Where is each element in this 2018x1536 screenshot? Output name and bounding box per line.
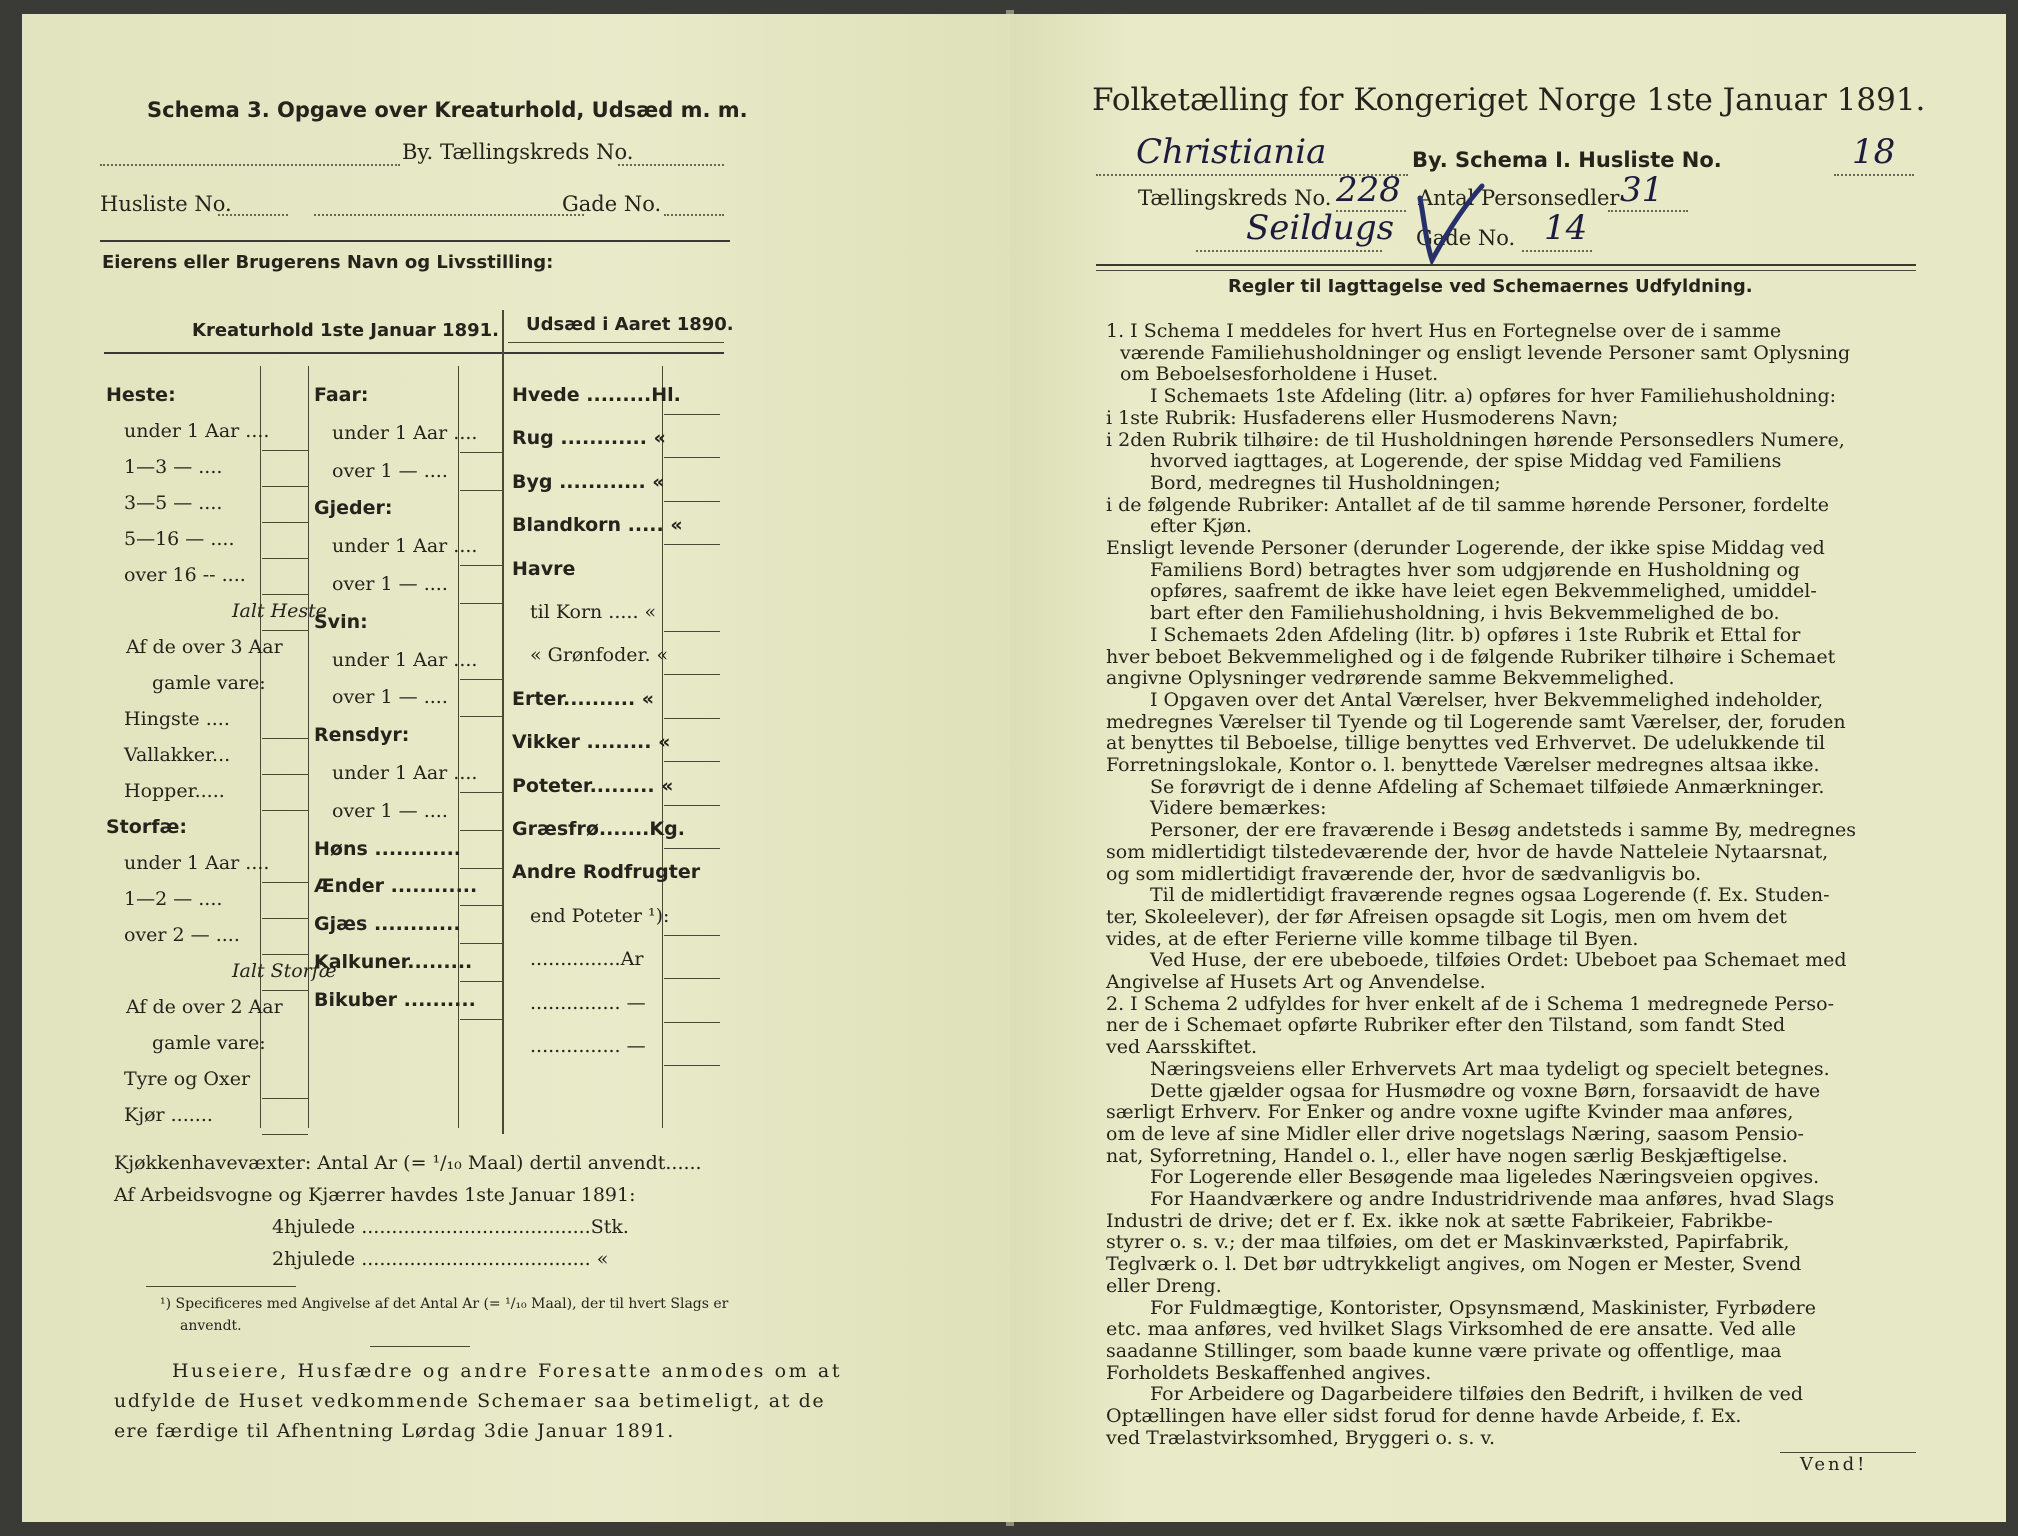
col3-entry-line-14	[664, 1022, 720, 1023]
rules-line: Dette gjælder ogsaa for Husmødre og voxne Børn, forsaavidt de have	[1150, 1079, 1821, 1102]
col1-row-15: over 2 — ....	[124, 924, 240, 946]
col3-entry-line-10	[664, 848, 720, 849]
col2-entry-line-15	[460, 981, 504, 982]
rules-line: Videre bemærkes:	[1150, 797, 1327, 820]
col2-row-0: Faar:	[314, 384, 369, 406]
col3-row-4: Havre	[512, 557, 576, 580]
rules-line: saadanne Stillinger, som baade kunne være private og offentlige, maa	[1106, 1339, 1782, 1362]
col2-row-6: Svin:	[314, 610, 368, 633]
col1-row-18: gamle vare:	[152, 1032, 266, 1054]
rules-line: og som midlertidigt fraværende der, hvor de sædvanligvis bo.	[1106, 862, 1702, 885]
rules-line: Bord, medregnes til Husholdningen;	[1150, 471, 1501, 494]
col2-row-9: Rensdyr:	[314, 724, 410, 747]
personsedler-handwritten: 31	[1620, 170, 1664, 210]
col1-row-9: Hingste ....	[124, 708, 230, 730]
rules-line: i de følgende Rubriker: Antallet af de til samme hørende Personer, fordelte	[1106, 493, 1830, 516]
col1-entry-line-3	[262, 522, 308, 523]
closing-line2: udfylde de Huset vedkommende Schemaer saa betimeligt, at de	[114, 1390, 826, 1412]
col1-entry-line-4	[262, 558, 308, 559]
section-divider	[502, 310, 504, 1134]
rules-line: Forretningslokale, Kontor o. l. benyttede Værelser medregnes altsaa ikke.	[1106, 754, 1820, 776]
col2-entry-line-4	[460, 565, 504, 566]
by-blank	[100, 164, 400, 166]
col3-row-11: Andre Rodfrugter	[512, 861, 701, 884]
gade-street-blank	[314, 214, 584, 216]
fourwheel-line: 4hjulede ......................................Stk.	[272, 1216, 629, 1238]
schema3-title: Schema 3. Opgave over Kreaturhold, Udsæd m. m.	[147, 98, 748, 122]
col3-row-6: « Grønfoder. «	[530, 644, 669, 667]
rules-line: 1. I Schema I meddeles for hvert Hus en Fortegnelse over de i samme	[1106, 320, 1782, 342]
rules-line: at benyttes til Beboelse, tillige benyttes ved Erhvervet. De udelukkende til	[1106, 732, 1826, 755]
col2-row-12: Høns ............	[314, 837, 462, 860]
col3-row-10: Græsfrø.......Kg.	[512, 818, 685, 840]
col3-row-12: end Poteter ¹):	[530, 904, 670, 927]
col3-row-0: Hvede .........Hl.	[512, 384, 681, 406]
udsaed-header: Udsæd i Aaret 1890.	[526, 314, 734, 335]
header-rule-bottom	[1096, 270, 1916, 271]
gade-label: Gade No.	[1416, 226, 1516, 250]
col2-row-11: over 1 — ....	[332, 799, 448, 822]
rules-line: Teglværk o. l. Det bør udtrykkeligt angives, om Nogen er Mester, Svend	[1106, 1253, 1802, 1276]
rules-title: Regler til Iagttagelse ved Schemaernes Udfyldning.	[1228, 276, 1753, 297]
footnote-line1: ¹) Specificeres med Angivelse af det Antal Ar (= ¹/₁₀ Maal), der til hvert Slags er	[160, 1296, 729, 1312]
col1-entry-line-1	[262, 450, 308, 451]
col3-entry-line-6	[664, 674, 720, 675]
col2-row-10: under 1 Aar ....	[332, 762, 478, 784]
kreds-label: Tællingskreds No.	[440, 140, 634, 164]
gade-blank	[1522, 250, 1592, 252]
gade-handwritten: 14	[1544, 208, 1588, 248]
col2-entry-line-1	[460, 452, 504, 453]
rules-line: ved Aarsskiftet.	[1106, 1036, 1257, 1059]
rules-line: For Haandværkere og andre Industridrivende maa anføres, hvad Slags	[1150, 1188, 1835, 1210]
col2-row-5: over 1 — ....	[332, 573, 448, 595]
col2-entry-line-13	[460, 905, 504, 906]
col1-row-5: over 16 -- ....	[124, 564, 246, 586]
rules-line: om de leve af sine Midler eller drive nogetslags Næring, saasom Pensio-	[1106, 1122, 1804, 1145]
rules-line: hver beboet Bekvemmelighed og i de følgende Rubriker tilhøire i Schemaet	[1106, 645, 1836, 668]
footnote-rule	[146, 1286, 296, 1287]
kreaturhold-header: Kreaturhold 1ste Januar 1891.	[192, 320, 499, 341]
rules-line: I Schemaets 1ste Afdeling (litr. a) opføres for hver Familiehusholdning:	[1150, 385, 1837, 408]
col1-entry-line-15	[262, 954, 308, 955]
rules-line: Personer, der ere fraværende i Besøg andetsteds i samme By, medregnes	[1150, 819, 1856, 842]
kreds-handwritten: 228	[1336, 170, 1401, 210]
col1-row-0: Heste:	[106, 384, 176, 406]
col1-row-7: Af de over 3 Aar	[126, 636, 283, 658]
rules-line: Forholdets Beskaffenhed angives.	[1106, 1361, 1432, 1384]
col1-row-13: under 1 Aar ....	[124, 852, 270, 874]
col2-entry-line-10	[460, 792, 504, 793]
rules-line: medregnes Værelser til Tyende og til Logerende samt Værelser, der, foruden	[1106, 710, 1846, 733]
col2-entry-line-8	[460, 716, 504, 717]
rules-line: etc. maa anføres, ved hvilket Slags Virksomhed de ere ansatte. Ved alle	[1106, 1318, 1797, 1341]
rules-line: I Schemaets 2den Afdeling (litr. b) opføres i 1ste Rubrik et Ettal for	[1150, 623, 1801, 646]
col2-entry-line-11	[460, 830, 504, 831]
twowheel-line: 2hjulede ...................................... «	[272, 1248, 609, 1270]
closing-line3: ere færdige til Afhentning Lørdag 3die Januar 1891.	[114, 1420, 675, 1442]
closing-line1: Huseiere, Husfædre og andre Foresatte anmodes om at	[172, 1360, 843, 1382]
rules-line: efter Kjøn.	[1150, 515, 1253, 538]
col3-row-2: Byg ............ «	[512, 470, 665, 493]
col2-entry-line-12	[460, 868, 504, 869]
street-handwritten: Seildugs	[1246, 208, 1395, 248]
col3-row-14: ............... —	[530, 991, 646, 1014]
rules-line: nat, Syforretning, Handel o. l., eller have nogen særlig Beskjæftigelse.	[1106, 1144, 1788, 1167]
col1-row-17: Af de over 2 Aar	[126, 996, 283, 1018]
rules-line: Optællingen have eller sidst forud for denne havde Arbeide, f. Ex.	[1106, 1405, 1742, 1427]
col1-row-10: Vallakker...	[124, 744, 231, 766]
vend-rule	[1780, 1452, 1916, 1453]
arbeidsvogne-line: Af Arbeidsvogne og Kjærrer havdes 1ste Januar 1891:	[114, 1184, 636, 1206]
col1-entry-line-2	[262, 486, 308, 487]
col2-entry-line-14	[460, 943, 504, 944]
col2-row-1: under 1 Aar ....	[332, 421, 478, 444]
rules-line: særligt Erhverv. For Enker og andre voxne ugifte Kvinder maa anføres,	[1106, 1101, 1794, 1124]
col1-value-line-right	[308, 366, 309, 1128]
col3-row-5: til Korn ..... «	[530, 601, 657, 623]
kjokkenhave-line: Kjøkkenhavevæxter: Antal Ar (= ¹/₁₀ Maal) dertil anvendt......	[114, 1152, 702, 1174]
rules-line: opføres, saafremt de ikke have leiet egen Bekvemmelighed, umiddel-	[1150, 580, 1817, 603]
rules-line: styrer o. s. v.; der maa tilføies, om det er Maskinværksted, Papirfabrik,	[1106, 1231, 1790, 1254]
col2-row-3: Gjeder:	[314, 497, 393, 520]
by-label: By.	[402, 140, 434, 164]
col3-entry-line-2	[664, 501, 720, 502]
col1-row-19: Tyre og Oxer	[124, 1068, 251, 1090]
col1-row-16: Ialt Storfæ	[232, 960, 337, 982]
col3-row-1: Rug ............ «	[512, 427, 666, 450]
by-schema-label: By. Schema I. Husliste No.	[1412, 148, 1722, 172]
col3-entry-line-15	[664, 1065, 720, 1066]
col3-row-15: ............... —	[530, 1035, 646, 1057]
rules-line: Ved Huse, der ere ubeboede, tilføies Ordet: Ubeboet paa Schemaet med	[1150, 949, 1847, 972]
col2-entry-line-16	[460, 1019, 504, 1020]
col1-entry-line-16	[262, 990, 308, 991]
col1-row-1: under 1 Aar ....	[124, 420, 270, 442]
husliste-blank	[218, 214, 288, 216]
rules-line: i 2den Rubrik tilhøire: de til Husholdningen hørende Personsedlers Numere,	[1106, 428, 1845, 451]
rules-line: i 1ste Rubrik: Husfaderens eller Husmoderens Navn;	[1106, 406, 1619, 429]
col2-entry-line-2	[460, 490, 504, 491]
rules-line: som midlertidigt tilstedeværende der, hvor de havde Natteleie Nytaarsnat,	[1106, 840, 1829, 863]
udsaed-header-rule	[508, 342, 724, 343]
col1-row-4: 5—16 — ....	[124, 528, 235, 550]
col1-entry-line-13	[262, 882, 308, 883]
col1-row-20: Kjør .......	[124, 1104, 213, 1126]
col1-row-2: 1—3 — ....	[124, 456, 223, 478]
closing-rule	[370, 1346, 470, 1347]
col1-row-11: Hopper.....	[124, 780, 225, 802]
col3-row-3: Blandkorn ..... «	[512, 514, 683, 537]
col2-entry-line-7	[460, 679, 504, 680]
col3-entry-line-12	[664, 935, 720, 936]
col3-entry-line-0	[664, 414, 720, 415]
rules-line: For Fuldmægtige, Kontorister, Opsynsmænd, Maskinister, Fyrbødere	[1150, 1296, 1816, 1319]
col1-row-8: gamle vare:	[152, 672, 266, 694]
col1-row-12: Storfæ:	[106, 816, 187, 838]
col2-row-4: under 1 Aar ....	[332, 535, 478, 558]
gade-label: Gade No.	[562, 192, 662, 216]
col2-value-line-left	[458, 366, 459, 1128]
rules-line: om Beboelsesforholdene i Huset.	[1120, 363, 1439, 386]
rules-line: 2. I Schema 2 udfyldes for hver enkelt af de i Schema 1 medregnede Perso-	[1106, 992, 1835, 1015]
col2-row-2: over 1 — ....	[332, 459, 448, 482]
city-handwritten: Christiania	[1136, 132, 1327, 172]
col3-entry-line-3	[664, 544, 720, 545]
kreds-label: Tællingskreds No.	[1138, 186, 1332, 210]
street-blank	[1196, 250, 1382, 252]
rules-line: Familiens Bord) betragtes hver som udgjørende en Husholdning og	[1150, 558, 1800, 581]
rules-line: For Arbeidere og Dagarbeidere tilføies den Bedrift, i hvilken de ved	[1150, 1383, 1803, 1406]
rules-line: vides, at de efter Ferierne ville komme tilbage til Byen.	[1106, 927, 1639, 950]
col1-entry-line-9	[262, 738, 308, 739]
rules-line: eller Dreng.	[1106, 1274, 1222, 1297]
husliste-blank	[1834, 174, 1914, 176]
col1-entry-line-20	[262, 1134, 308, 1135]
col3-entry-line-8	[664, 761, 720, 762]
rules-line: Angivelse af Husets Art og Anvendelse.	[1106, 971, 1486, 993]
husliste-label: Husliste No.	[100, 192, 232, 216]
col1-entry-line-19	[262, 1098, 308, 1099]
rules-line: I Opgaven over det Antal Værelser, hver Bekvemmelighed indeholder,	[1150, 688, 1824, 711]
rules-line: værende Familiehusholdninger og ensligt levende Personer samt Oplysning	[1120, 341, 1851, 364]
col3-row-13: ...............Ar	[530, 948, 644, 971]
col1-entry-line-6	[262, 630, 308, 631]
rules-line: Næringsveiens eller Erhvervets Art maa tydeligt og specielt betegnes.	[1150, 1057, 1830, 1080]
rules-line: ter, Skoleelever), der før Afreisen opsagde sit Logis, men om hvem det	[1106, 905, 1787, 928]
personsedler-blank	[1608, 210, 1688, 212]
left-page-schema-3	[22, 14, 1012, 1522]
col1-row-14: 1—2 — ....	[124, 888, 223, 910]
col3-entry-line-13	[664, 978, 720, 979]
kreds-blank	[618, 164, 724, 166]
personsedler-label: Antal Personsedler	[1418, 186, 1620, 210]
col1-entry-line-11	[262, 810, 308, 811]
col3-entry-line-1	[664, 457, 720, 458]
col2-row-13: Ænder ............	[314, 875, 478, 898]
col2-row-7: under 1 Aar ....	[332, 648, 478, 671]
col2-row-14: Gjæs ............	[314, 913, 461, 936]
col1-entry-line-10	[262, 774, 308, 775]
owner-label: Eierens eller Brugerens Navn og Livsstilling:	[102, 252, 554, 273]
table-header-rule	[104, 352, 724, 354]
rules-line: For Logerende eller Besøgende maa ligeledes Næringsveien opgives.	[1150, 1166, 1820, 1189]
rules-line: ved Trælastvirksomhed, Bryggeri o. s. v.	[1106, 1426, 1495, 1449]
rules-line: ner de i Schemaet opførte Rubriker efter den Tilstand, som fandt Sted	[1106, 1014, 1786, 1037]
footnote-line2: anvendt.	[180, 1318, 242, 1334]
right-page-schema-1	[1010, 14, 2006, 1522]
rules-line: hvorved iagttages, at Logerende, der spise Middag ved Familiens	[1150, 450, 1782, 473]
col3-row-9: Poteter......... «	[512, 774, 674, 797]
col3-row-8: Vikker ......... «	[512, 731, 671, 754]
rules-line: Se forøvrigt de i denne Afdeling af Schemaet tilføiede Anmærkninger.	[1150, 775, 1825, 798]
col3-entry-line-5	[664, 631, 720, 632]
husliste-handwritten: 18	[1852, 132, 1896, 172]
col2-entry-line-5	[460, 603, 504, 604]
rules-line: Til de midlertidigt fraværende regnes ogsaa Logerende (f. Ex. Studen-	[1150, 884, 1830, 907]
header-rule	[100, 240, 730, 242]
census-title: Folketælling for Kongeriget Norge 1ste Januar 1891.	[1092, 82, 1926, 118]
rules-line: bart efter den Familiehusholdning, i hvis Bekvemmelighed de bo.	[1150, 602, 1780, 625]
rules-line: Industri de drive; det er f. Ex. ikke nok at sætte Fabrikeier, Fabrikbe-	[1106, 1209, 1773, 1232]
col2-row-15: Kalkuner.........	[314, 951, 473, 973]
col1-entry-line-14	[262, 918, 308, 919]
header-rule-top	[1096, 264, 1916, 266]
col1-entry-line-5	[262, 594, 308, 595]
col1-row-6: Ialt Heste	[232, 600, 328, 622]
gade-blank	[664, 214, 724, 216]
col3-entry-line-9	[664, 805, 720, 806]
col2-row-16: Bikuber ..........	[314, 988, 476, 1011]
rules-line: Ensligt levende Personer (derunder Logerende, der ikke spise Middag ved	[1106, 537, 1825, 559]
rules-line: angivne Oplysninger vedrørende samme Bekvemmelighed.	[1106, 667, 1675, 690]
col1-row-3: 3—5 — ....	[124, 492, 223, 514]
vend-label: Vend!	[1800, 1454, 1868, 1475]
check-mark-icon	[1410, 178, 1490, 268]
col3-row-7: Erter.......... «	[512, 687, 655, 710]
col3-entry-line-7	[664, 718, 720, 719]
col2-row-8: over 1 — ....	[332, 686, 448, 709]
